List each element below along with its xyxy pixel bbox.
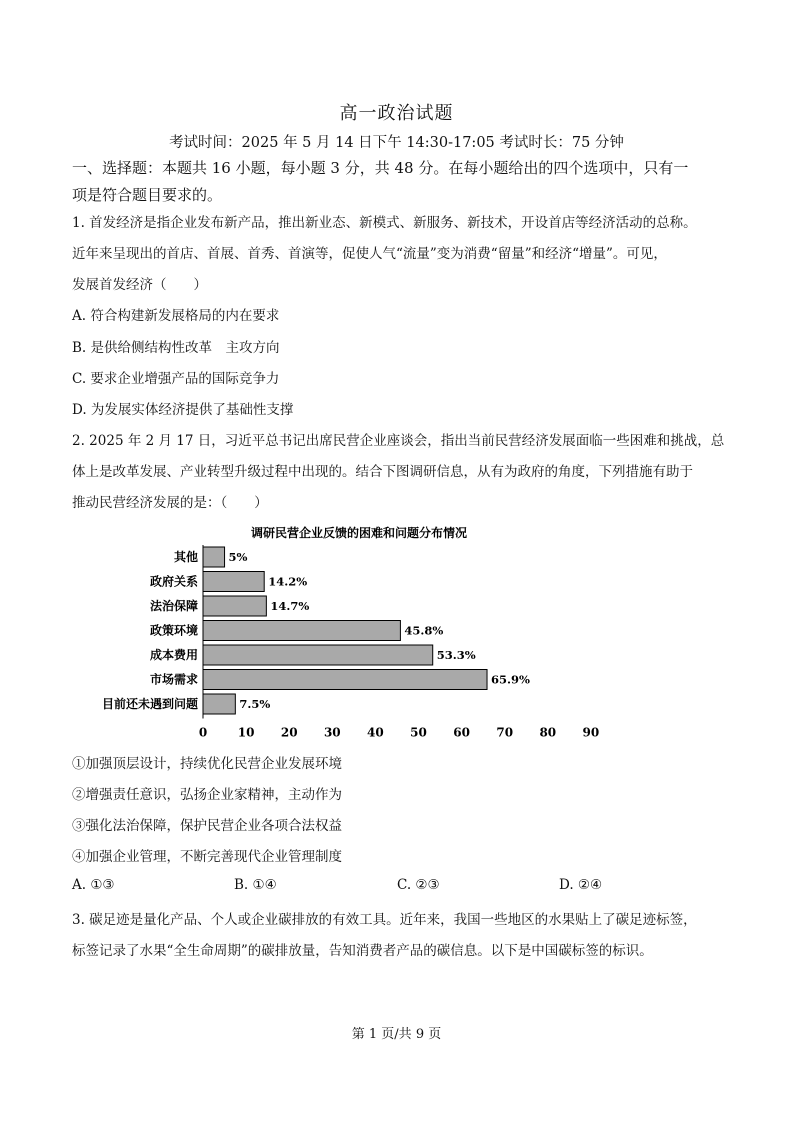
data-label: 5% <box>228 550 248 564</box>
x-tick-label: 40 <box>367 725 384 740</box>
q1-option-d: D. 为发展实体经济提供了基础性支撑 <box>72 402 294 418</box>
x-tick-label: 80 <box>539 725 557 740</box>
x-tick-label: 60 <box>453 725 470 740</box>
q2-choice-c: C. ②③ <box>397 877 440 893</box>
section-heading <box>72 155 724 209</box>
q1-option-c: C. 要求企业增强产品的国际竞争力 <box>72 371 280 387</box>
q2-stem-line: 体上是改革发展、产业转型升级过程中出现的。结合下图调研信息，从有为政府的角度，下列措施有助于 <box>72 464 693 480</box>
category-label: 政府关系 <box>149 574 198 589</box>
q3-stem-line: 3. 碳足迹是量化产品、个人或企业碳排放的有效工具。近年来，我国一些地区的水果贴上了碳足迹标签， <box>72 912 697 928</box>
data-label: 65.9% <box>491 672 530 687</box>
bar <box>203 670 487 690</box>
x-tick-label: 50 <box>410 725 427 740</box>
exam-info: 考试时间：2025 年 5 月 14 日下午 14:30-17:05 考试时长：75 分钟 <box>169 135 624 151</box>
bar <box>203 645 433 665</box>
category-label: 目前还未遇到问题 <box>101 697 198 711</box>
data-label: 45.8% <box>404 623 444 638</box>
q2-statement-4: ④加强企业管理，不断完善现代企业管理制度 <box>72 849 342 865</box>
q2-stem-line: 推动民营经济发展的是：（ ） <box>72 495 268 511</box>
bar-chart <box>80 520 620 740</box>
q2-statement-2: ②增强责任意识，弘扬企业家精神，主动作为 <box>72 787 342 803</box>
section-heading-line: 项是符合题目要求的。 <box>72 186 223 204</box>
bar <box>203 547 225 567</box>
bar <box>203 621 400 641</box>
q3-stem-line: 标签记录了水果“全生命周期”的碳排放量，告知消费者产品的碳信息。以下是中国碳标签的标识。 <box>72 943 653 959</box>
q2-stem-line: 2. 2025 年 2 月 17 日，习近平总书记出席民营企业座谈会，指出当前民营经济发展面临一些困难和挑战，总 <box>72 433 725 449</box>
category-label: 政策环境 <box>149 623 198 638</box>
data-label: 7.5% <box>239 697 271 711</box>
q2-choice-d: D. ②④ <box>559 877 603 893</box>
x-tick-label: 70 <box>496 725 514 740</box>
q2-choice-b: B. ①④ <box>234 877 277 893</box>
q2-statement-3: ③强化法治保障，保护民营企业各项合法权益 <box>72 818 342 834</box>
page-title: 高一政治试题 <box>339 103 454 124</box>
bar <box>203 596 266 616</box>
category-label: 市场需求 <box>149 672 198 687</box>
page-footer: 第 1 页/共 9 页 <box>351 1027 442 1042</box>
q1-option-a: A. 符合构建新发展格局的内在要求 <box>72 308 280 324</box>
q1-stem-line: 1. 首发经济是指企业发布新产品，推出新业态、新模式、新服务、新技术，开设首店等经济活动的总称。 <box>72 215 697 231</box>
q1-option-b: B. 是供给侧结构性改革 主攻方向 <box>72 340 280 356</box>
x-tick-label: 90 <box>582 725 600 740</box>
q2-statement-1: ①加强顶层设计，持续优化民营企业发展环境 <box>72 756 342 772</box>
bar <box>203 572 264 592</box>
data-label: 14.2% <box>268 574 308 589</box>
q2-choice-a: A. ①③ <box>72 877 115 893</box>
q1-stem-line: 近年来呈现出的首店、首展、首秀、首演等，促使人气“流量”变为消费“留量”和经济“增量”。可见， <box>72 246 667 262</box>
category-label: 成本费用 <box>149 648 198 662</box>
q1-stem-line: 发展首发经济（ ） <box>72 277 207 293</box>
x-tick-label: 20 <box>280 725 298 740</box>
chart-title: 调研民营企业反馈的困难和问题分布情况 <box>250 526 468 540</box>
category-label: 其他 <box>173 550 198 564</box>
data-label: 53.3% <box>436 648 476 662</box>
category-label: 法治保障 <box>149 599 198 613</box>
x-tick-label: 30 <box>323 725 341 740</box>
section-heading-line: 一、选择题：本题共 16 小题，每小题 3 分，共 48 分。在每小题给出的四个选项中，只有一 <box>72 159 689 177</box>
x-tick-label: 0 <box>198 725 208 740</box>
data-label: 14.7% <box>270 599 310 613</box>
x-tick-label: 10 <box>237 725 255 740</box>
bar <box>203 694 235 714</box>
